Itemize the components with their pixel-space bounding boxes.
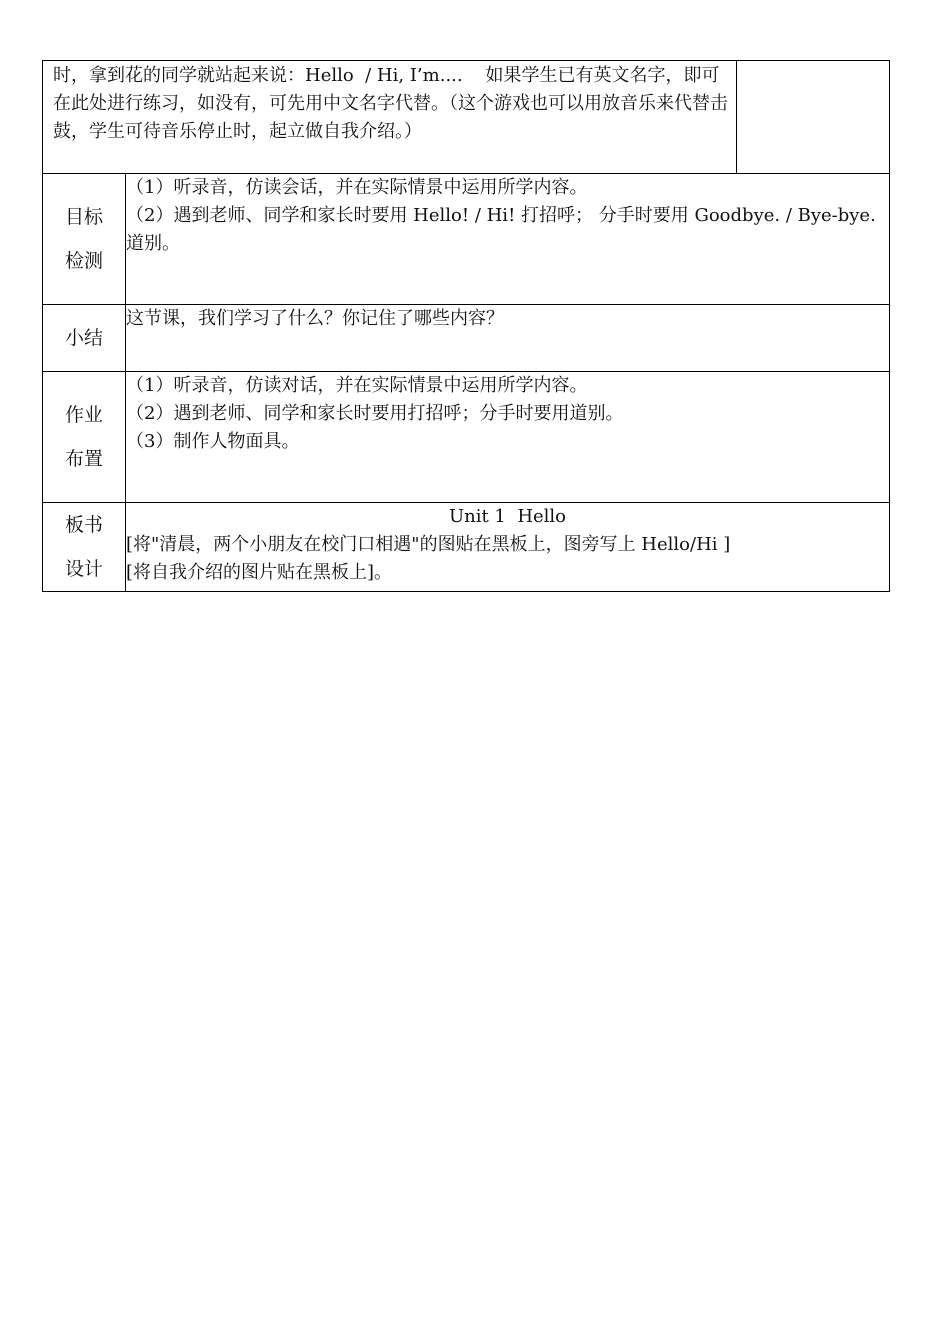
row-label: 小结 (64, 327, 103, 349)
continuation-row (43, 61, 890, 174)
content-cell-homework (126, 372, 890, 503)
row-board-design (43, 503, 890, 592)
row-label: 板书设计 (64, 514, 103, 580)
row-label: 目标检测 (64, 206, 103, 272)
row-homework (43, 372, 890, 503)
continuation-text: 时，拿到花的同学就站起来说：Hello / Hi, I’m.... 如果学生已有英文名字，即可在此处进行练习，如没有，可先用中文名字代替。（这个游戏也可以用放音乐来代替击鼓，学生可待音乐停止时，起立做自我介绍。） (53, 65, 728, 142)
content-line: （3）制作人物面具。 (126, 431, 300, 452)
continuation-right-cell (737, 61, 890, 174)
content-line: （2）遇到老师、同学和家长时要用打招呼；分手时要用道别。 (126, 403, 624, 424)
continuation-cell (43, 61, 737, 174)
row-label: 作业布置 (64, 404, 103, 470)
label-cell-target-check (43, 174, 126, 305)
label-cell-homework (43, 372, 126, 503)
content-line: （1）听录音，仿读会话，并在实际情景中运用所学内容。 (126, 177, 588, 198)
label-cell-board-design (43, 503, 126, 592)
content-line: [将"清晨，两个小朋友在校门口相遇"的图贴在黑板上，图旁写上 Hello/Hi ] (126, 534, 731, 555)
content-cell-target-check (126, 174, 890, 305)
board-title: Unit 1 Hello (448, 506, 567, 527)
label-cell-summary (43, 305, 126, 372)
row-summary (43, 305, 890, 372)
content-line: 这节课，我们学习了什么？你记住了哪些内容？ (126, 308, 504, 329)
content-cell-summary (126, 305, 890, 372)
content-line: （1）听录音，仿读对话，并在实际情景中运用所学内容。 (126, 375, 588, 396)
content-cell-board-design (126, 503, 890, 592)
lesson-plan-table (42, 60, 890, 592)
content-line: [将自我介绍的图片贴在黑板上]。 (126, 562, 393, 583)
row-target-check (43, 174, 890, 305)
content-line: （2）遇到老师、同学和家长时要用 Hello! / Hi! 打招呼； 分手时要用 Goodbye. / Bye-bye. 道别。 (126, 205, 882, 254)
